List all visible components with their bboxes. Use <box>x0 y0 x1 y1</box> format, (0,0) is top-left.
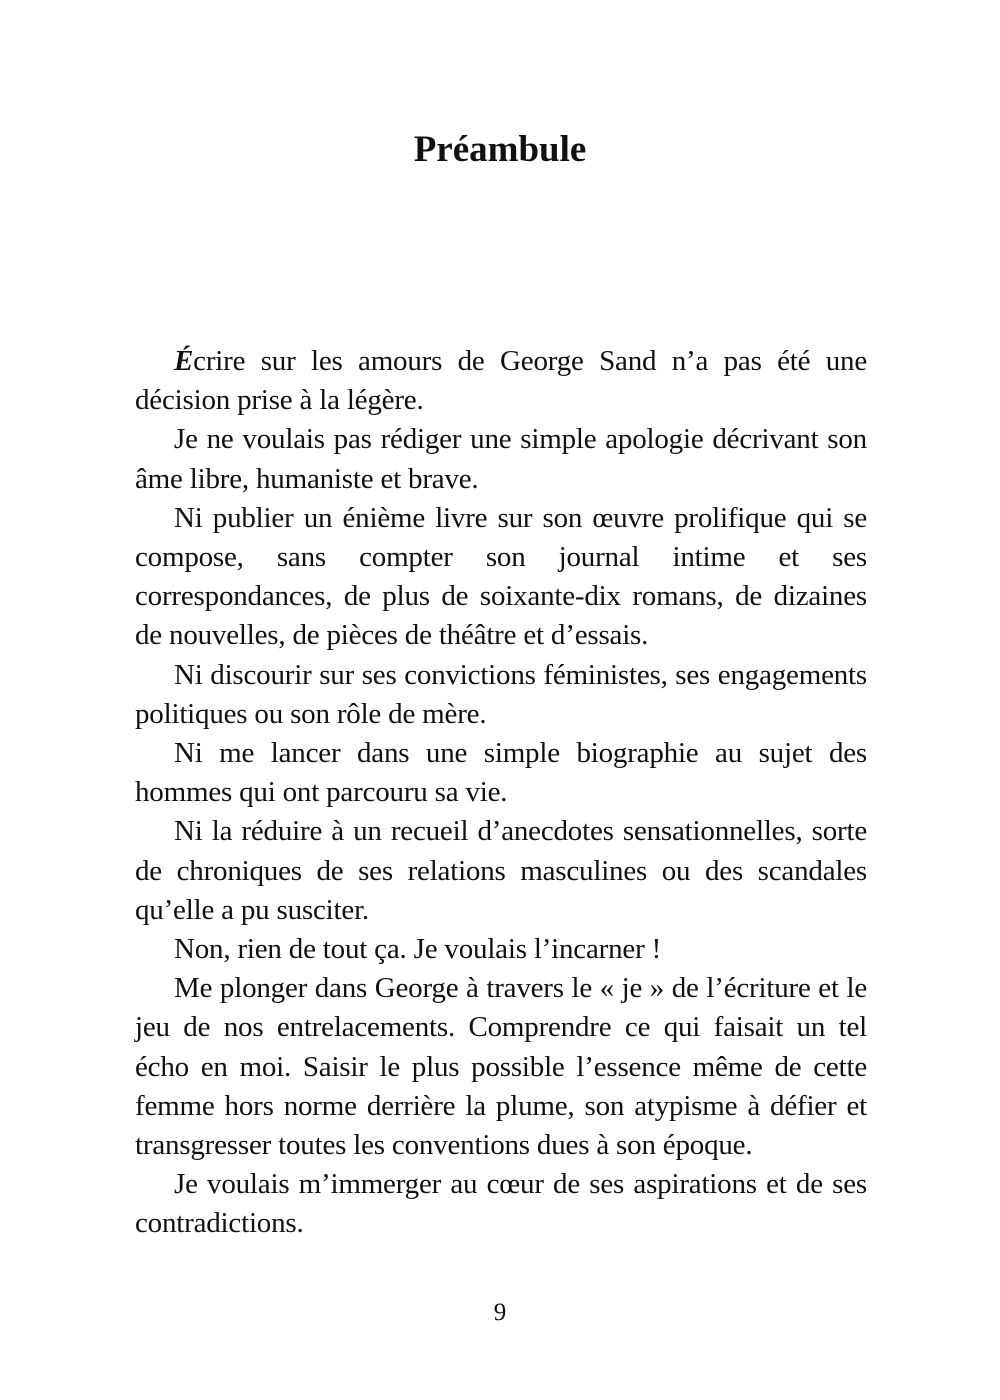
paragraph-1 <box>135 342 867 420</box>
paragraph-6: Ni la réduire à un recueil d’anecdotes sensationnelles, sorte de chroniques de ses relations masculines ou des scandales qu’elle a pu susciter. <box>135 815 867 926</box>
paragraph-2: Je ne voulais pas rédiger une simple apologie décrivant son âme libre, humaniste et brave. <box>135 423 867 495</box>
paragraph-9: Je voulais m’immerger au cœur de ses aspirations et de ses contradictions. <box>135 1168 867 1240</box>
chapter-title: Préambule <box>413 129 587 170</box>
initial-letter: É <box>174 345 194 377</box>
body-text <box>135 342 867 1244</box>
paragraph-7: Non, rien de tout ça. Je voulais l’incarner ! <box>174 933 662 966</box>
paragraph-8: Me plonger dans George à travers le « je » de l’écriture et le jeu de nos entrelacements. Comprendre ce qui faisait un tel écho en moi. Saisir le plus possible l’essence même de cette femme hors norme derrière la plume, son atypisme à défier et transgresser toutes les conventions dues à son époque. <box>135 972 867 1162</box>
paragraph-5: Ni me lancer dans une simple biographie au sujet des hommes qui ont parcouru sa vie. <box>135 737 867 809</box>
paragraph-3: Ni publier un énième livre sur son œuvre prolifique qui se compose, sans compter son journal intime et ses correspondances, de plus de soixante-dix romans, de dizaines de nouvelles, de pièces de théâtre et d’essais. <box>135 501 867 652</box>
page-number: 9 <box>493 1299 507 1326</box>
paragraph-4: Ni discourir sur ses convictions féministes, ses engagements politiques ou son rôle de mère. <box>135 658 867 730</box>
paragraph-1-text: crire sur les amours de George Sand n’a pas été une décision prise à la légère. <box>135 345 867 417</box>
